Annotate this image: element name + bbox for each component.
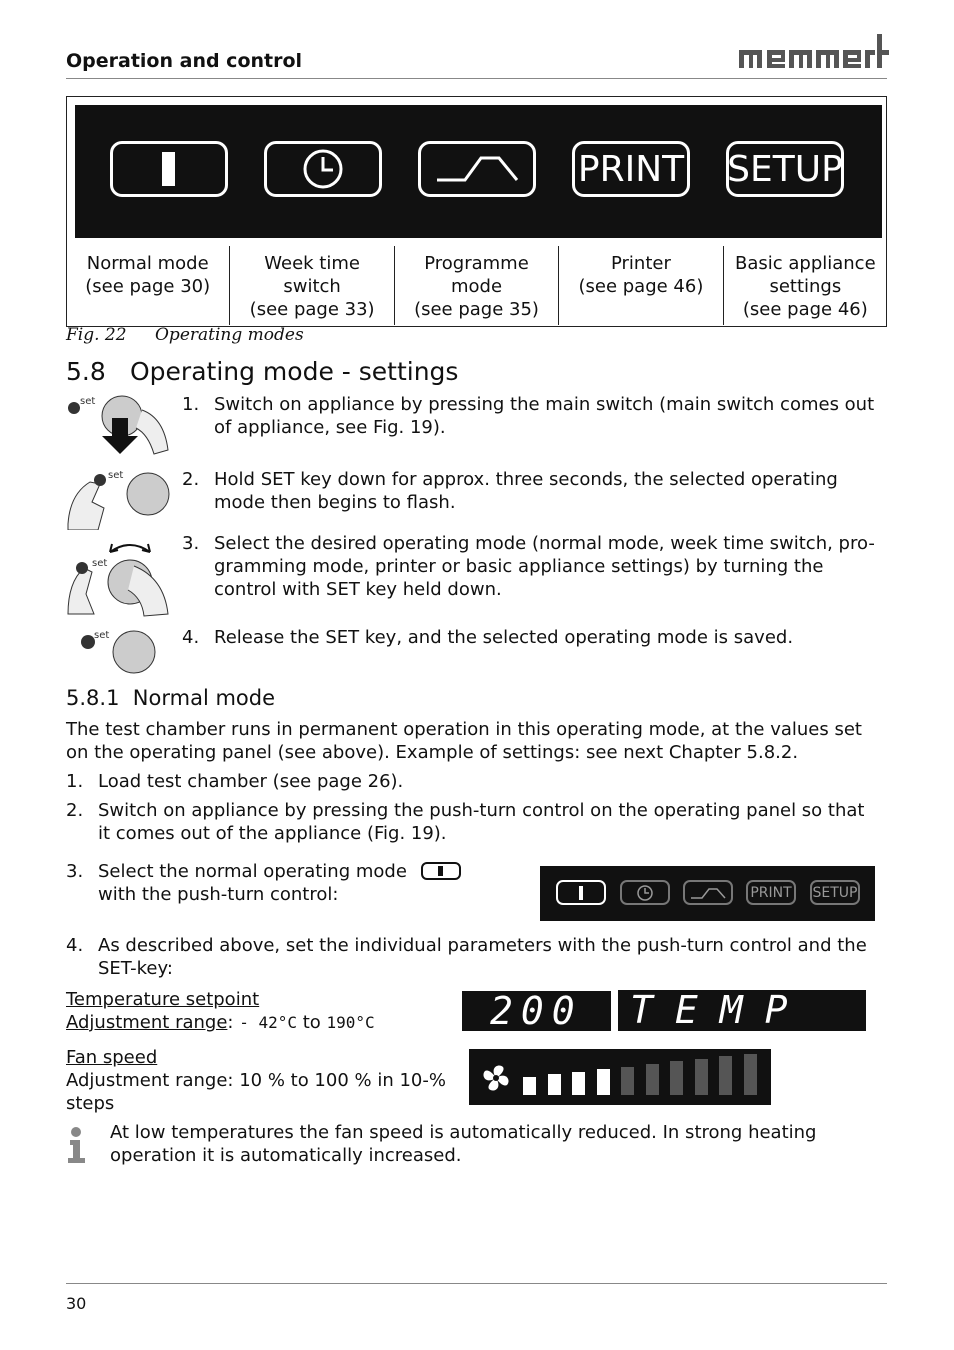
figure-caption: Fig. 22 Operating modes bbox=[66, 325, 304, 345]
svg-text:set: set bbox=[80, 396, 96, 407]
caption-basic-settings: Basic appliance settings (see page 46) bbox=[734, 253, 876, 320]
hold-set-key-icon bbox=[64, 468, 172, 530]
page-number: 30 bbox=[66, 1294, 87, 1313]
fan-level-bar bbox=[670, 1061, 683, 1095]
mini-setup-button[interactable]: SETUP bbox=[810, 880, 860, 905]
fan-level-bar bbox=[719, 1056, 732, 1095]
fan-speed-heading: Fan speed bbox=[66, 1047, 158, 1068]
fan-level-bar bbox=[548, 1074, 561, 1095]
header-title: Operation and control bbox=[66, 50, 303, 72]
fan-level-bar bbox=[646, 1064, 659, 1095]
mini-clock-icon bbox=[636, 884, 654, 902]
mini-week-time-button[interactable] bbox=[620, 880, 670, 905]
svg-text:set: set bbox=[92, 558, 108, 569]
fan-speed-display bbox=[469, 1049, 771, 1105]
fan-level-bar bbox=[695, 1059, 708, 1095]
fan-level-bar bbox=[572, 1072, 585, 1095]
normal-mode-button[interactable] bbox=[110, 141, 228, 197]
mini-operating-panel bbox=[540, 866, 875, 921]
list-item-4: 4. As described above, set the individual parameters with the push-turn control and the SET-key: bbox=[66, 935, 867, 979]
subsection-heading: 5.8.1 Normal mode bbox=[66, 686, 276, 710]
normal-mode-icon bbox=[159, 152, 179, 186]
normal-mode-inline-icon bbox=[421, 862, 461, 880]
mini-programme-button[interactable] bbox=[683, 880, 733, 905]
step-1: 1. Switch on appliance by pressing the main switch (main switch comes out of appliance, see Fig. 19). bbox=[182, 394, 875, 438]
mini-print-button[interactable]: PRINT bbox=[746, 880, 796, 905]
programme-mode-button[interactable] bbox=[418, 141, 536, 197]
mini-normal-mode-icon bbox=[577, 886, 585, 900]
press-main-switch-icon bbox=[64, 394, 172, 456]
setup-button[interactable]: SETUP bbox=[726, 141, 844, 197]
fan-level-bar bbox=[523, 1077, 536, 1095]
operating-panel bbox=[75, 105, 882, 238]
intro-paragraph: The test chamber runs in permanent operation in this operating mode, at the values set on the operating panel (see above). Example of settings: see next Chapter 5.8.2. bbox=[66, 719, 862, 763]
caption-programme-mode: Programme mode (see page 35) bbox=[395, 246, 559, 325]
svg-text:set: set bbox=[94, 630, 110, 641]
step-3: 3. Select the desired operating mode (normal mode, week time switch, pro-gramming mode, printer or basic appliance settings) by turning the control with SET key held down. bbox=[182, 533, 875, 600]
fan-level-bar bbox=[597, 1069, 610, 1095]
fan-icon bbox=[479, 1061, 513, 1095]
svg-text:set: set bbox=[108, 470, 124, 481]
caption-week-time-switch: Week time switch (see page 33) bbox=[230, 246, 394, 325]
temperature-block: Temperature setpoint Adjustment range: - 42°C to 190°C bbox=[66, 989, 375, 1033]
release-set-key-icon bbox=[64, 626, 172, 678]
clock-icon bbox=[302, 148, 344, 190]
print-button[interactable]: PRINT bbox=[572, 141, 690, 197]
caption-printer: Printer (see page 46) bbox=[559, 246, 723, 325]
ramp-icon bbox=[435, 152, 519, 186]
header-rule bbox=[66, 78, 887, 79]
week-time-switch-button[interactable] bbox=[264, 141, 382, 197]
footer-rule bbox=[66, 1283, 887, 1284]
temperature-value-display: 200 bbox=[462, 991, 611, 1031]
mini-normal-mode-button[interactable] bbox=[556, 880, 606, 905]
temperature-heading: Temperature setpoint bbox=[66, 989, 260, 1010]
mini-ramp-icon bbox=[690, 886, 726, 900]
fan-level-bar bbox=[621, 1067, 634, 1095]
step-4: 4. Release the SET key, and the selected operating mode is saved. bbox=[182, 627, 794, 648]
info-icon bbox=[66, 1126, 88, 1164]
list-item-1: 1. Load test chamber (see page 26). bbox=[66, 771, 404, 792]
temperature-text-display: TEMP bbox=[618, 990, 866, 1031]
operating-modes-captions bbox=[66, 246, 887, 325]
fan-speed-block: Fan speed Adjustment range: 10 % to 100 % in 10-% steps bbox=[66, 1047, 446, 1114]
memmert-logo bbox=[737, 32, 889, 72]
info-note: At low temperatures the fan speed is automatically reduced. In strong heating operation it is automatically increased. bbox=[110, 1122, 817, 1166]
section-heading: 5.8 Operating mode - settings bbox=[66, 357, 459, 386]
fan-level-bar bbox=[744, 1054, 757, 1095]
list-item-2: 2. Switch on appliance by pressing the push-turn control on the operating panel so that it comes out of the appliance (Fig. 19). bbox=[66, 800, 865, 844]
caption-normal-mode: Normal mode (see page 30) bbox=[66, 246, 230, 325]
step-2: 2. Hold SET key down for approx. three seconds, the selected operating mode then begins to flash. bbox=[182, 469, 838, 513]
turn-control-icon bbox=[64, 538, 172, 618]
list-item-3: 3. Select the normal operating mode with the push-turn control: bbox=[66, 860, 506, 906]
